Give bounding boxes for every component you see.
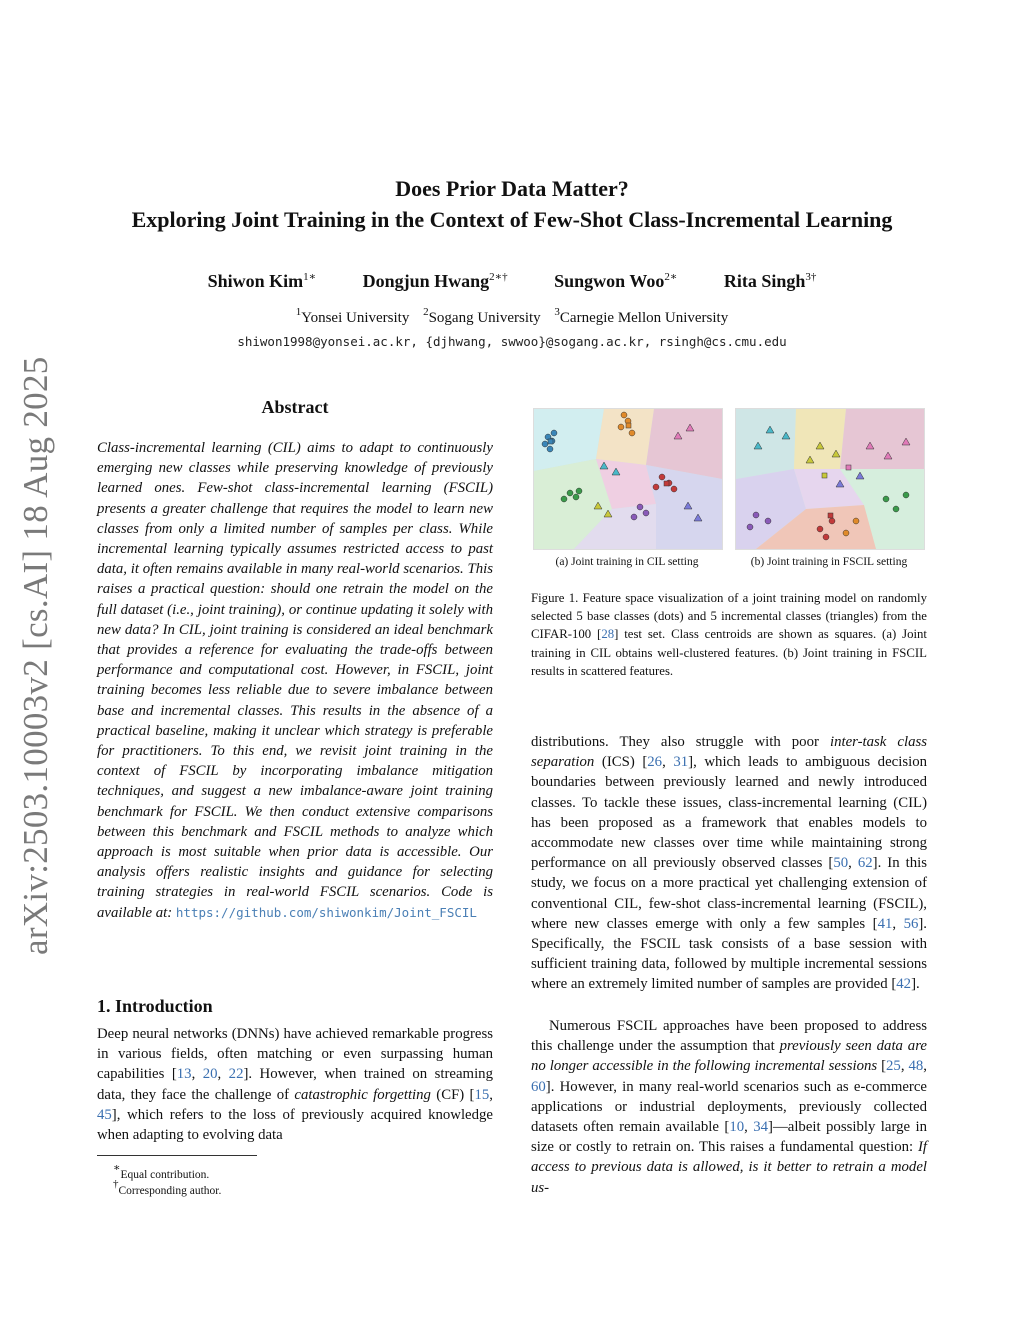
right-column-paragraph-2: Numerous FSCIL approaches have been proposed to address this challenge under the assumption that previously seen data are no longer accessible in the following incremental sessions [25, 48, 60]. However, in many real-world scenarios such as e-commerce applications or industrial deployments, previously collected datasets often remain available [10, 34]—albeit possibly large in size or costly to retrain on. This raises a fundamental question: If access to previous data is allowed, is it better to retrain a model us-	[531, 1018, 928, 1196]
affiliation: $^1$Yonsei University	[295, 306, 410, 326]
introduction-paragraph: Deep neural networks (DNNs) have achieved remarkable progress in various fields, often matching or even surpassing human capabilities [13, 20, 22]. However, when trained on streaming data, they face the challenge of catastrophic forgetting (CF) [15, 45], which refers to the loss of previously acquired knowledge when adapting to evolving data	[97, 1026, 493, 1144]
citation-link[interactable]: 22	[228, 1066, 244, 1083]
citation-link[interactable]: 45	[97, 1106, 112, 1123]
citation-link[interactable]: 26	[647, 754, 663, 771]
citation-link[interactable]: 50	[833, 855, 849, 872]
author: Shiwon Kim$^{1∗}$	[207, 271, 317, 291]
citation-link[interactable]: 28	[601, 627, 615, 642]
citation-link[interactable]: 31	[673, 754, 689, 771]
citation-link[interactable]: 34	[753, 1119, 769, 1136]
citation-link[interactable]: 62	[857, 855, 873, 872]
footnote-equal-contribution: ∗Equal contribution.	[113, 1162, 210, 1181]
author: Rita Singh$^{3\dagger}$	[723, 271, 817, 291]
abstract-body: Class-incremental learning (CIL) aims to adapt to continuously emerging new classes while preserving knowledge of previously learned ones. Few-shot class-incremental learning (FSCIL) presents a greater challenge that requires the model to learn new classes from only a limited number of samples per class. While incremental learning typically assumes restricted access to past data, it often remains available in many real-world scenarios. This raises a practical question: should one retrain the model on the full dataset (i.e., joint training), or continue updating it solely with new data? In CIL, joint training is considered an ideal benchmark that provides a reference for evaluating the trade-offs between performance and computational cost. However, in FSCIL, joint training becomes less reliable due to severe imbalance between base and incremental classes. This results in the absence of a practical baseline, making it unclear which strategy is preferable for practitioners. To this end, we revisit joint training in the context of FSCIL by incorporating imbalance mitigation techniques, and suggest a new imbalance-aware joint training benchmark for FSCIL. We then conduct extensive comparisons between this benchmark and FSCIL methods to analyze which approach is most suitable when prior data is accessible. Our analysis offers realistic insights and guidance for selecting training strategies in real-world FSCIL scenarios. Code is available at: https://github.com/shiwonkim/Joint_FSCIL	[97, 440, 493, 921]
affiliations	[0, 306, 1024, 327]
figure-panel-b	[735, 408, 925, 550]
author-list	[0, 270, 1024, 292]
introduction-heading: 1. Introduction	[97, 996, 213, 1016]
author-emails: shiwon1998@yonsei.ac.kr, {djhwang, swwoo}@sogang.ac.kr, rsingh@cs.cmu.edu	[237, 334, 787, 349]
right-column-paragraph-1: distributions. They also struggle with poor inter-task class separation (ICS) [26, 31], which leads to ambiguous decision boundaries between previously learned and newly introduced classes. To tackle these issues, class-incremental learning (CIL) has been proposed as a framework that enables models to accommodate new classes over time while maintaining strong performance on all previously observed classes [50, 62]. In this study, we focus on a more practical yet challenging extension of conventional CIL, few-shot class-incremental learning (FSCIL), where new classes emerge with only a few samples [41, 56]. Specifically, the FSCIL task consists of a base session with sufficient training data, followed by multiple incremental sessions where an extremely limited number of samples are provided [42].	[531, 734, 927, 993]
subfigure-caption-b: (b) Joint training in FSCIL setting	[750, 556, 908, 568]
affiliation: $^3$Carnegie Mellon University	[554, 306, 729, 326]
citation-link[interactable]: 15	[474, 1086, 490, 1103]
author: Sungwon Woo$^{2∗}$	[554, 271, 678, 291]
citation-link[interactable]: 10	[729, 1119, 745, 1136]
abstract-heading: Abstract	[261, 397, 329, 417]
figure-panel-a	[533, 408, 723, 550]
citation-link[interactable]: 60	[531, 1078, 546, 1095]
citation-link[interactable]: 20	[202, 1066, 218, 1083]
arxiv-identifier: arXiv:2503.10003v2 [cs.AI] 18 Aug 2025	[16, 356, 55, 955]
paper-title-line-1: Does Prior Data Matter?	[395, 176, 629, 201]
citation-link[interactable]: 42	[896, 976, 912, 993]
author: Dongjun Hwang$^{2∗\dagger}$	[362, 271, 508, 291]
citation-link[interactable]: 48	[908, 1058, 924, 1075]
citation-link[interactable]: 25	[886, 1058, 901, 1075]
code-link[interactable]: https://github.com/shiwonkim/Joint_FSCIL	[175, 904, 477, 920]
citation-link[interactable]: 56	[903, 915, 919, 932]
citation-link[interactable]: 41	[877, 915, 893, 932]
footnote-rule	[97, 1155, 257, 1156]
figure-caption: Figure 1. Feature space visualization of a joint training model on randomly selected 5 base classes (dots) and 5 incremental classes (triangles) from the CIFAR-100 [28] test set. Class centroids are shown as squares. (a) Joint training in CIL obtains well-clustered features. (b) Joint training in FSCIL results in scattered features.	[531, 591, 927, 678]
subfigure-caption-a: (a) Joint training in CIL setting	[555, 556, 699, 568]
footnote-corresponding-author: †Corresponding author.	[113, 1178, 222, 1197]
affiliation: $^2$Sogang University	[423, 306, 541, 326]
paper-title-line-2: Exploring Joint Training in the Context of Few-Shot Class-Incremental Learning	[131, 207, 893, 232]
citation-link[interactable]: 13	[176, 1066, 192, 1083]
